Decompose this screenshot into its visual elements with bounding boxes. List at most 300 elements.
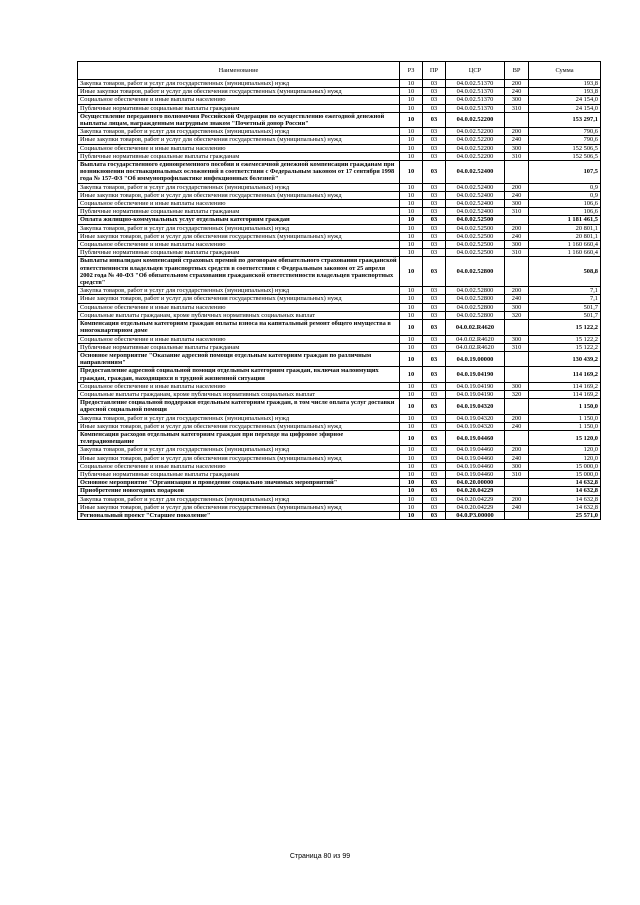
row-pr-cell: 03: [423, 104, 446, 112]
row-pr-cell: 03: [423, 295, 446, 303]
row-rz-cell: 10: [400, 303, 423, 311]
row-sum-cell: 790,6: [529, 136, 601, 144]
row-pr-cell: 03: [423, 183, 446, 191]
row-rz-cell: 10: [400, 399, 423, 414]
row-pr-cell: 03: [423, 80, 446, 88]
header-vr: ВР: [505, 62, 529, 80]
row-name-cell: Публичные нормативные социальные выплаты гражданам: [78, 208, 400, 216]
row-pr-cell: 03: [423, 335, 446, 343]
row-rz-cell: 10: [400, 88, 423, 96]
row-vr-cell: 200: [505, 414, 529, 422]
row-rz-cell: 10: [400, 183, 423, 191]
table-row: [78, 295, 601, 303]
row-csr-cell: 04.0.02.52500: [446, 241, 505, 249]
row-csr-cell: 04.0.02.52500: [446, 232, 505, 240]
row-pr-cell: 03: [423, 257, 446, 287]
row-rz-cell: 10: [400, 112, 423, 127]
row-name-cell: Социальное обеспечение и иные выплаты населению: [78, 200, 400, 208]
row-pr-cell: 03: [423, 446, 446, 454]
row-sum-cell: 1 150,0: [529, 399, 601, 414]
row-rz-cell: 10: [400, 454, 423, 462]
table-row: [78, 191, 601, 199]
table-row: [78, 112, 601, 127]
row-vr-cell: 240: [505, 295, 529, 303]
row-sum-cell: 15 120,0: [529, 430, 601, 445]
table-row: [78, 232, 601, 240]
row-rz-cell: 10: [400, 351, 423, 366]
row-name-cell: Закупка товаров, работ и услуг для государственных (муниципальных) нужд: [78, 183, 400, 191]
table-row: [78, 479, 601, 487]
row-name-cell: Основное мероприятие "Оказание адресной помощи отдельным категориям граждан по различным направлениям": [78, 351, 400, 366]
row-name-cell: Компенсация расходов отдельным категориям граждан при переходе на цифровое эфирное телерадиовещание: [78, 430, 400, 445]
row-name-cell: Публичные нормативные социальные выплаты гражданам: [78, 343, 400, 351]
row-rz-cell: 10: [400, 446, 423, 454]
header-pr: ПР: [423, 62, 446, 80]
row-vr-cell: 310: [505, 104, 529, 112]
row-sum-cell: 1 150,0: [529, 422, 601, 430]
table-row: [78, 224, 601, 232]
row-pr-cell: 03: [423, 479, 446, 487]
row-pr-cell: 03: [423, 399, 446, 414]
row-name-cell: Выплаты инвалидам компенсаций страховых премий по договорам обязательного страхования гражданской ответственности владельцев транспортных средств в соответствии с Федеральным законом от 25 апреля 2002 года № 40-ФЗ "Об обязательном страховании гражданской ответственности владельцев транспортных средств": [78, 257, 400, 287]
row-sum-cell: 1 160 660,4: [529, 241, 601, 249]
row-rz-cell: 10: [400, 470, 423, 478]
row-sum-cell: 120,0: [529, 446, 601, 454]
table-row: [78, 80, 601, 88]
row-rz-cell: 10: [400, 390, 423, 398]
row-name-cell: Публичные нормативные социальные выплаты гражданам: [78, 104, 400, 112]
row-rz-cell: 10: [400, 161, 423, 184]
row-pr-cell: 03: [423, 462, 446, 470]
row-sum-cell: 7,1: [529, 295, 601, 303]
row-pr-cell: 03: [423, 112, 446, 127]
row-csr-cell: 04.0.02.51370: [446, 88, 505, 96]
row-rz-cell: 10: [400, 335, 423, 343]
row-csr-cell: 04.0.19.04190: [446, 382, 505, 390]
row-vr-cell: 300: [505, 96, 529, 104]
row-csr-cell: 04.0.02.52200: [446, 144, 505, 152]
row-rz-cell: 10: [400, 208, 423, 216]
row-vr-cell: 300: [505, 303, 529, 311]
table-row: [78, 367, 601, 382]
row-sum-cell: 25 571,0: [529, 511, 601, 519]
row-rz-cell: 10: [400, 152, 423, 160]
table-header: [78, 62, 601, 80]
row-rz-cell: 10: [400, 249, 423, 257]
row-pr-cell: 03: [423, 96, 446, 104]
row-sum-cell: 114 169,2: [529, 367, 601, 382]
row-pr-cell: 03: [423, 470, 446, 478]
row-name-cell: Осуществление переданного полномочия Российской Федерации по осуществлению ежегодной денежной выплаты лицам, награжденным нагрудным знаком "Почетный донор России": [78, 112, 400, 127]
row-csr-cell: 04.0.20.04229: [446, 487, 505, 495]
row-pr-cell: 03: [423, 216, 446, 224]
row-csr-cell: 04.0.02.52800: [446, 311, 505, 319]
row-vr-cell: 240: [505, 191, 529, 199]
row-csr-cell: 04.0.02.51370: [446, 96, 505, 104]
row-vr-cell: 240: [505, 88, 529, 96]
row-name-cell: Иные закупки товаров, работ и услуг для обеспечения государственных (муниципальных) нужд: [78, 503, 400, 511]
row-csr-cell: 04.0.19.04190: [446, 367, 505, 382]
row-pr-cell: 03: [423, 191, 446, 199]
row-vr-cell: [505, 367, 529, 382]
row-rz-cell: 10: [400, 343, 423, 351]
row-csr-cell: 04.0.19.04190: [446, 390, 505, 398]
row-sum-cell: 501,7: [529, 303, 601, 311]
row-name-cell: Закупка товаров, работ и услуг для государственных (муниципальных) нужд: [78, 128, 400, 136]
row-rz-cell: 10: [400, 232, 423, 240]
page-number: Страница 80 из 99: [289, 853, 351, 860]
row-csr-cell: 04.0.02.51370: [446, 80, 505, 88]
row-sum-cell: 120,0: [529, 454, 601, 462]
row-csr-cell: 04.0.02.52800: [446, 287, 505, 295]
row-sum-cell: 20 801,1: [529, 224, 601, 232]
table-row: [78, 390, 601, 398]
table-row: [78, 96, 601, 104]
row-pr-cell: 03: [423, 208, 446, 216]
row-sum-cell: 1 160 660,4: [529, 249, 601, 257]
row-rz-cell: 10: [400, 422, 423, 430]
row-sum-cell: 106,6: [529, 208, 601, 216]
row-rz-cell: 10: [400, 320, 423, 335]
row-csr-cell: 04.0.02.52200: [446, 152, 505, 160]
row-sum-cell: 15 000,0: [529, 462, 601, 470]
row-rz-cell: 10: [400, 136, 423, 144]
table-row: [78, 511, 601, 519]
row-sum-cell: 24 154,0: [529, 104, 601, 112]
table-row: [78, 320, 601, 335]
table-row: [78, 430, 601, 445]
row-name-cell: Региональный проект "Старшее поколение": [78, 511, 400, 519]
table-row: [78, 241, 601, 249]
row-pr-cell: 03: [423, 144, 446, 152]
row-csr-cell: 04.0.19.04320: [446, 399, 505, 414]
row-sum-cell: 15 122,2: [529, 335, 601, 343]
table-row: [78, 152, 601, 160]
row-pr-cell: 03: [423, 367, 446, 382]
row-rz-cell: 10: [400, 96, 423, 104]
row-vr-cell: [505, 257, 529, 287]
header-row: [78, 62, 601, 80]
row-name-cell: Предоставление социальной поддержки отдельным категориям граждан, в том числе оплата услуг доставки адресной социальной помощи: [78, 399, 400, 414]
table-row: [78, 446, 601, 454]
table-row: [78, 249, 601, 257]
row-name-cell: Закупка товаров, работ и услуг для государственных (муниципальных) нужд: [78, 287, 400, 295]
row-rz-cell: 10: [400, 479, 423, 487]
row-pr-cell: 03: [423, 390, 446, 398]
row-csr-cell: 04.0.20.04229: [446, 503, 505, 511]
row-vr-cell: 320: [505, 390, 529, 398]
row-sum-cell: 152 506,5: [529, 144, 601, 152]
table-row: [78, 183, 601, 191]
row-sum-cell: 0,9: [529, 191, 601, 199]
table-row: [78, 382, 601, 390]
row-sum-cell: 15 122,2: [529, 343, 601, 351]
row-vr-cell: [505, 320, 529, 335]
row-vr-cell: [505, 161, 529, 184]
row-pr-cell: 03: [423, 454, 446, 462]
row-rz-cell: 10: [400, 287, 423, 295]
row-name-cell: Предоставление адресной социальной помощи отдельным категориям граждан, включая малоимущих граждан, граждан, находящихся в трудной жизненной ситуации: [78, 367, 400, 382]
row-pr-cell: 03: [423, 487, 446, 495]
row-pr-cell: 03: [423, 249, 446, 257]
row-vr-cell: 310: [505, 152, 529, 160]
table-row: [78, 216, 601, 224]
row-vr-cell: 240: [505, 136, 529, 144]
table-row: [78, 335, 601, 343]
row-rz-cell: 10: [400, 462, 423, 470]
row-csr-cell: 04.0.02.52500: [446, 216, 505, 224]
row-name-cell: Иные закупки товаров, работ и услуг для обеспечения государственных (муниципальных) нужд: [78, 88, 400, 96]
row-vr-cell: 200: [505, 495, 529, 503]
table-body: [78, 80, 601, 520]
row-name-cell: Публичные нормативные социальные выплаты гражданам: [78, 470, 400, 478]
table-row: [78, 128, 601, 136]
row-vr-cell: 300: [505, 200, 529, 208]
row-sum-cell: 1 181 461,5: [529, 216, 601, 224]
row-name-cell: Компенсация отдельным категориям граждан оплаты взноса на капитальный ремонт общего имущества в многоквартирном доме: [78, 320, 400, 335]
row-name-cell: Иные закупки товаров, работ и услуг для обеспечения государственных (муниципальных) нужд: [78, 232, 400, 240]
row-name-cell: Социальное обеспечение и иные выплаты населению: [78, 96, 400, 104]
row-vr-cell: 200: [505, 224, 529, 232]
row-vr-cell: [505, 112, 529, 127]
row-csr-cell: 04.0.02.52800: [446, 303, 505, 311]
row-csr-cell: 04.0.02.52400: [446, 183, 505, 191]
row-pr-cell: 03: [423, 422, 446, 430]
table-row: [78, 351, 601, 366]
row-pr-cell: 03: [423, 382, 446, 390]
row-csr-cell: 04.0.02.52400: [446, 191, 505, 199]
row-csr-cell: 04.0.Р3.00000: [446, 511, 505, 519]
row-name-cell: Иные закупки товаров, работ и услуг для обеспечения государственных (муниципальных) нужд: [78, 422, 400, 430]
row-pr-cell: 03: [423, 503, 446, 511]
table-row: [78, 414, 601, 422]
row-csr-cell: 04.0.02.52500: [446, 249, 505, 257]
row-vr-cell: 310: [505, 343, 529, 351]
row-pr-cell: 03: [423, 200, 446, 208]
row-csr-cell: 04.0.20.04229: [446, 495, 505, 503]
row-sum-cell: 1 150,0: [529, 414, 601, 422]
row-pr-cell: 03: [423, 161, 446, 184]
table-row: [78, 495, 601, 503]
row-name-cell: Социальные выплаты гражданам, кроме публичных нормативных социальных выплат: [78, 311, 400, 319]
row-csr-cell: 04.0.19.04460: [446, 446, 505, 454]
row-vr-cell: [505, 487, 529, 495]
row-vr-cell: 200: [505, 80, 529, 88]
row-pr-cell: 03: [423, 351, 446, 366]
row-vr-cell: 240: [505, 503, 529, 511]
table-row: [78, 161, 601, 184]
row-csr-cell: 04.0.19.00000: [446, 351, 505, 366]
row-name-cell: Закупка товаров, работ и услуг для государственных (муниципальных) нужд: [78, 446, 400, 454]
row-sum-cell: 14 632,8: [529, 503, 601, 511]
row-rz-cell: 10: [400, 382, 423, 390]
row-rz-cell: 10: [400, 241, 423, 249]
row-sum-cell: 14 632,8: [529, 487, 601, 495]
row-csr-cell: 04.0.19.04460: [446, 430, 505, 445]
row-sum-cell: 790,6: [529, 128, 601, 136]
row-rz-cell: 10: [400, 495, 423, 503]
row-csr-cell: 04.0.02.52400: [446, 208, 505, 216]
row-pr-cell: 03: [423, 241, 446, 249]
row-sum-cell: 130 439,2: [529, 351, 601, 366]
row-vr-cell: 300: [505, 241, 529, 249]
header-name: Наименование: [78, 62, 400, 80]
row-csr-cell: 04.0.02.52800: [446, 295, 505, 303]
row-sum-cell: 107,5: [529, 161, 601, 184]
row-vr-cell: [505, 399, 529, 414]
table-row: [78, 470, 601, 478]
row-csr-cell: 04.0.02.51370: [446, 104, 505, 112]
row-csr-cell: 04.0.20.00000: [446, 479, 505, 487]
row-vr-cell: 320: [505, 311, 529, 319]
row-pr-cell: 03: [423, 495, 446, 503]
row-name-cell: Основное мероприятие "Организация и проведение социально значимых мероприятий": [78, 479, 400, 487]
row-csr-cell: 04.0.19.04460: [446, 462, 505, 470]
row-name-cell: Публичные нормативные социальные выплаты гражданам: [78, 249, 400, 257]
row-sum-cell: 193,8: [529, 80, 601, 88]
row-rz-cell: 10: [400, 128, 423, 136]
row-csr-cell: 04.0.02.R4620: [446, 320, 505, 335]
row-sum-cell: 152 506,5: [529, 152, 601, 160]
row-sum-cell: 7,1: [529, 287, 601, 295]
row-name-cell: Публичные нормативные социальные выплаты гражданам: [78, 152, 400, 160]
row-rz-cell: 10: [400, 224, 423, 232]
row-csr-cell: 04.0.02.52500: [446, 224, 505, 232]
table-row: [78, 311, 601, 319]
row-name-cell: Социальное обеспечение и иные выплаты населению: [78, 462, 400, 470]
table-row: [78, 343, 601, 351]
row-name-cell: Социальное обеспечение и иные выплаты населению: [78, 382, 400, 390]
row-name-cell: Иные закупки товаров, работ и услуг для обеспечения государственных (муниципальных) нужд: [78, 136, 400, 144]
row-vr-cell: [505, 511, 529, 519]
row-rz-cell: 10: [400, 503, 423, 511]
row-vr-cell: [505, 430, 529, 445]
table-row: [78, 503, 601, 511]
row-sum-cell: 14 632,8: [529, 495, 601, 503]
table-row: [78, 399, 601, 414]
row-csr-cell: 04.0.19.04320: [446, 422, 505, 430]
table-row: [78, 303, 601, 311]
row-sum-cell: 14 632,8: [529, 479, 601, 487]
row-name-cell: Приобретение новогодних подарков: [78, 487, 400, 495]
row-sum-cell: 114 169,2: [529, 390, 601, 398]
row-pr-cell: 03: [423, 232, 446, 240]
row-name-cell: Выплата государственного единовременного пособия и ежемесячной денежной компенсации гражданам при возникновении поствакцинальных осложнений в соответствии с Федеральным законом от 17 сентября 1998 года № 157-ФЗ "Об иммунопрофилактике инфекционных болезней": [78, 161, 400, 184]
row-csr-cell: 04.0.02.R4620: [446, 343, 505, 351]
row-vr-cell: [505, 216, 529, 224]
row-vr-cell: 200: [505, 446, 529, 454]
row-pr-cell: 03: [423, 128, 446, 136]
row-sum-cell: 106,6: [529, 200, 601, 208]
table-row: [78, 200, 601, 208]
row-rz-cell: 10: [400, 191, 423, 199]
row-vr-cell: 240: [505, 232, 529, 240]
row-csr-cell: 04.0.02.52400: [446, 200, 505, 208]
row-name-cell: Закупка товаров, работ и услуг для государственных (муниципальных) нужд: [78, 224, 400, 232]
row-sum-cell: 0,9: [529, 183, 601, 191]
row-vr-cell: 310: [505, 470, 529, 478]
row-name-cell: Социальные выплаты гражданам, кроме публичных нормативных социальных выплат: [78, 390, 400, 398]
row-name-cell: Социальное обеспечение и иные выплаты населению: [78, 335, 400, 343]
row-csr-cell: 04.0.02.52800: [446, 257, 505, 287]
row-sum-cell: 24 154,0: [529, 96, 601, 104]
row-vr-cell: [505, 479, 529, 487]
row-rz-cell: 10: [400, 104, 423, 112]
row-name-cell: Социальное обеспечение и иные выплаты населению: [78, 144, 400, 152]
row-vr-cell: 200: [505, 183, 529, 191]
row-name-cell: Иные закупки товаров, работ и услуг для обеспечения государственных (муниципальных) нужд: [78, 295, 400, 303]
row-sum-cell: 114 169,2: [529, 382, 601, 390]
row-vr-cell: 240: [505, 454, 529, 462]
row-rz-cell: 10: [400, 80, 423, 88]
table-row: [78, 257, 601, 287]
row-csr-cell: 04.0.19.04460: [446, 470, 505, 478]
row-vr-cell: 310: [505, 208, 529, 216]
row-rz-cell: 10: [400, 257, 423, 287]
header-rz: РЗ: [400, 62, 423, 80]
row-csr-cell: 04.0.02.52200: [446, 136, 505, 144]
row-name-cell: Социальное обеспечение и иные выплаты населению: [78, 303, 400, 311]
budget-table: [77, 61, 601, 520]
row-rz-cell: 10: [400, 367, 423, 382]
row-name-cell: Оплата жилищно-коммунальных услуг отдельным категориям граждан: [78, 216, 400, 224]
table-row: [78, 454, 601, 462]
row-vr-cell: 200: [505, 287, 529, 295]
row-vr-cell: 240: [505, 422, 529, 430]
row-pr-cell: 03: [423, 136, 446, 144]
row-pr-cell: 03: [423, 303, 446, 311]
table-row: [78, 88, 601, 96]
row-name-cell: Закупка товаров, работ и услуг для государственных (муниципальных) нужд: [78, 80, 400, 88]
row-sum-cell: 153 297,1: [529, 112, 601, 127]
row-pr-cell: 03: [423, 311, 446, 319]
row-name-cell: Иные закупки товаров, работ и услуг для обеспечения государственных (муниципальных) нужд: [78, 454, 400, 462]
row-name-cell: Социальное обеспечение и иные выплаты населению: [78, 241, 400, 249]
row-sum-cell: 15 122,2: [529, 320, 601, 335]
header-sum: Сумма: [529, 62, 601, 80]
row-rz-cell: 10: [400, 430, 423, 445]
row-csr-cell: 04.0.02.52200: [446, 128, 505, 136]
table-row: [78, 287, 601, 295]
row-vr-cell: [505, 351, 529, 366]
row-sum-cell: 508,8: [529, 257, 601, 287]
table-row: [78, 422, 601, 430]
table-row: [78, 144, 601, 152]
row-name-cell: Закупка товаров, работ и услуг для государственных (муниципальных) нужд: [78, 414, 400, 422]
row-pr-cell: 03: [423, 224, 446, 232]
row-rz-cell: 10: [400, 511, 423, 519]
row-rz-cell: 10: [400, 216, 423, 224]
row-name-cell: Иные закупки товаров, работ и услуг для обеспечения государственных (муниципальных) нужд: [78, 191, 400, 199]
row-pr-cell: 03: [423, 343, 446, 351]
table-row: [78, 136, 601, 144]
row-pr-cell: 03: [423, 152, 446, 160]
table-row: [78, 487, 601, 495]
row-rz-cell: 10: [400, 414, 423, 422]
row-sum-cell: 501,7: [529, 311, 601, 319]
row-rz-cell: 10: [400, 144, 423, 152]
row-rz-cell: 10: [400, 487, 423, 495]
row-vr-cell: 200: [505, 128, 529, 136]
row-name-cell: Закупка товаров, работ и услуг для государственных (муниципальных) нужд: [78, 495, 400, 503]
row-pr-cell: 03: [423, 320, 446, 335]
row-csr-cell: 04.0.02.R4620: [446, 335, 505, 343]
row-vr-cell: 300: [505, 462, 529, 470]
row-csr-cell: 04.0.19.04320: [446, 414, 505, 422]
table-row: [78, 462, 601, 470]
row-vr-cell: 310: [505, 249, 529, 257]
header-csr: ЦСР: [446, 62, 505, 80]
